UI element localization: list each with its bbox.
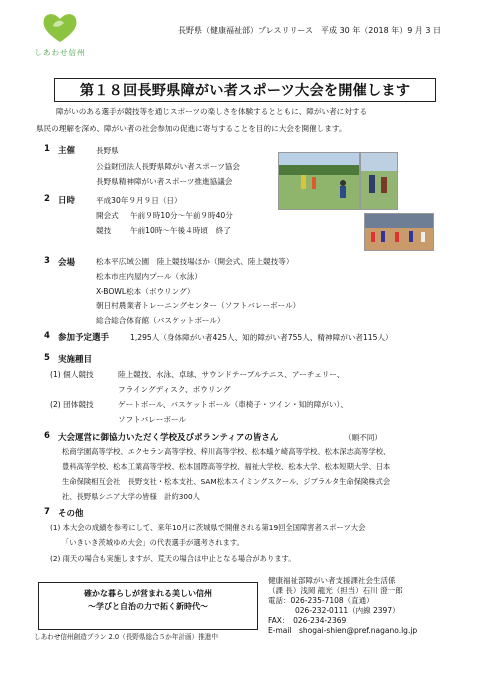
contact-email[interactable]: E-mail shogai-shien@pref.nagano.lg.jp: [268, 626, 418, 635]
cooperator-line: 豊科高等学校、松本工業高等学校、松本国際高等学校、福祉大学校、松本大学、松本短期大学、日本: [62, 462, 391, 471]
intro-line-1: 障がいのある選手が競技等を通じスポーツの楽しさを体験するとともに、障がい者に対する: [56, 107, 368, 116]
cooperator-line: 生命保険相互会社 長野支社・松本支社、SAM松本スイミングスクール、ジブラルタ生命保険株式会: [62, 477, 391, 486]
section-1-number: 1: [44, 144, 50, 154]
phone-label: 電話：: [268, 596, 291, 605]
section-5-number: 5: [44, 353, 50, 363]
opening-label: 開会式: [96, 211, 119, 220]
press-release-header: 長野県（健康福祉部）プレスリリース 平成 30 年（2018 年）9 月 3 日: [178, 26, 442, 35]
section-6-number: 6: [44, 431, 50, 441]
individual-label: (1) 個人競技: [50, 370, 94, 379]
intro-line-2: 県民の理解を深め、障がい者の社会参加の促進に寄与することを目的に大会を開催します。: [36, 124, 347, 133]
venue-line: 松本市庄内屋内プール（水泳）: [96, 272, 202, 281]
organizer-line: 長野県: [96, 146, 119, 155]
team-events: ゲートボール、バスケットボール（車椅子・ツイン・知的障がい）、: [118, 400, 348, 409]
other-note-1: (1) 本大会の成績を参考にして、来年10月に茨城県で開催される第19回全国障害者スポーツ大会: [50, 523, 366, 532]
event-photo-archery: [278, 152, 360, 210]
other-note-1-cont: 「いきいき茨城ゆめ大会」の代表選手が選考されます。: [62, 538, 244, 547]
section-4-label: 参加予定選手: [58, 333, 110, 343]
organizer-line: 公益財団法人長野県障がい者スポーツ協会: [96, 162, 240, 171]
slogan-line-2: ～学びと自治の力で拓く新時代～: [88, 602, 208, 611]
contact-fax: FAX： 026-234-2369: [268, 616, 347, 625]
competition-label: 競技: [96, 226, 112, 235]
other-note-2: (2) 雨天の場合も実施しますが、荒天の場合は中止となる場合があります。: [50, 554, 296, 563]
section-2-label: 日時: [58, 196, 76, 206]
opening-time: 午前９時10分～午前９時40分: [130, 211, 233, 220]
team-label: (2) 団体競技: [50, 400, 94, 409]
team-events: ソフトバレーボール: [118, 415, 187, 424]
page-title: 第１８回長野県障がい者スポーツ大会を開催します: [79, 83, 411, 99]
contact-staff: （課 長）浅岡 龍光（担当）石川 澄一郎: [268, 586, 403, 595]
section-3-number: 3: [44, 256, 50, 266]
individual-events: フライングディスク、ボウリング: [118, 385, 231, 394]
event-photo-gymnasium: [364, 213, 434, 251]
venue-line: 朝日村農業者トレーニングセンター（ソフトバレーボール）: [96, 301, 301, 310]
logo-text: しあわせ信州: [34, 48, 86, 57]
section-4-number: 4: [44, 331, 50, 341]
organizer-line: 長野県精神障がい者スポーツ推進協議会: [96, 177, 233, 186]
phone-direct: 026-235-7108（直通）: [290, 596, 374, 605]
contact-department: 健康福祉部障がい者支援課社会生活係: [268, 576, 396, 585]
competition-time: 午前10時～午後４時頃 終了: [130, 226, 231, 235]
contact-block: [268, 576, 468, 636]
phone-extension: 026-232-0111（内線 2397）: [295, 606, 400, 615]
section-5-label: 実施種目: [58, 355, 93, 365]
event-date: 平成30年９月９日（日）: [96, 196, 182, 205]
shinshu-logo: [20, 6, 100, 58]
venue-line: X-BOWL松本（ボウリング）: [96, 287, 195, 296]
slogan-line-1: 確かな暮らしが営まれる美しい信州: [84, 589, 212, 598]
section-3-label: 会場: [58, 258, 76, 268]
contact-phone-row: [268, 596, 468, 606]
individual-events: 陸上競技、水泳、卓球、サウンドテーブルテニス、アーチェリー、: [118, 370, 345, 379]
cooperator-line: 松商学園高等学校、エクセラン高等学校、梓川高等学校、松本蟻ケ崎高等学校、松本深志高等学校、: [62, 447, 391, 456]
cooperator-line: 社、長野県シニア大学の皆様 計約300人: [62, 492, 200, 501]
section-6-label: 大会運営に御協力いただく学校及びボランティアの皆さん: [58, 433, 279, 443]
slogan-box: [38, 582, 258, 630]
venue-line: 総合総合体育館（バスケットボール）: [96, 316, 225, 325]
venue-line: 松本平広域公園 陸上競技場ほか（開会式、陸上競技等）: [96, 257, 294, 266]
section-7-label: その他: [58, 509, 84, 519]
section-7-number: 7: [44, 507, 50, 517]
unordered-note: （順不同）: [344, 433, 382, 442]
event-photo-athletes: [360, 152, 398, 210]
plan-text: しあわせ信州創造プラン 2.0（長野県総合５か年計画）推進中: [34, 633, 219, 641]
title-box: [54, 78, 436, 102]
section-2-number: 2: [44, 194, 50, 204]
section-1-label: 主催: [58, 146, 76, 156]
participants-count: 1,295人（身体障がい者425人、知的障がい者755人、精神障がい者115人）: [130, 333, 393, 342]
